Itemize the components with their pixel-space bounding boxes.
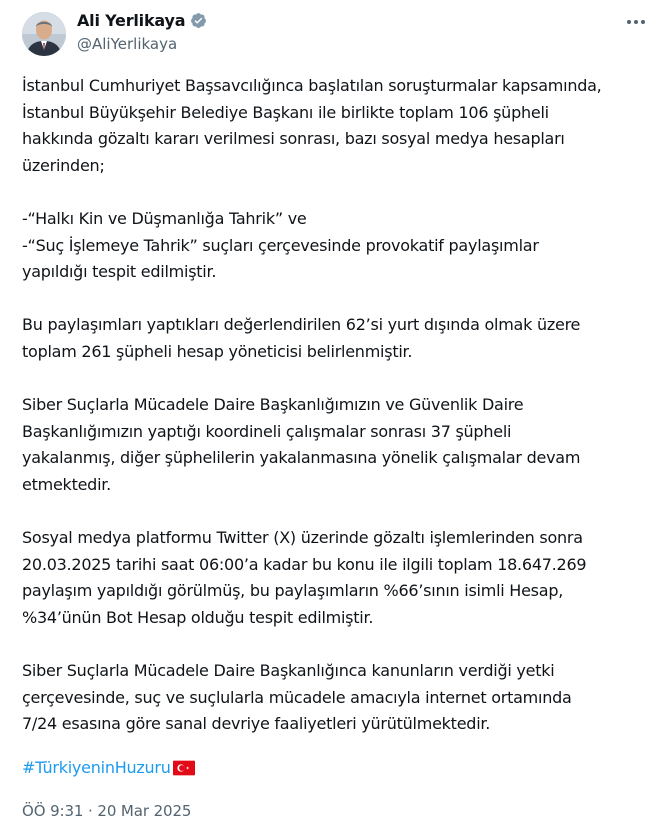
turkey-flag-icon <box>173 760 195 776</box>
tweet-line: Bu paylaşımları yaptıkları değerlendirilen 62’si yurt dışında olmak üzere <box>22 315 581 335</box>
tweet-line: Siber Suçlarla Mücadele Daire Başkanlığımızın ve Güvenlik Daire <box>22 395 524 415</box>
tweet-line-blank <box>22 286 652 313</box>
tweet-line: %34’ünün Bot Hesap olduğu tespit edilmiştir. <box>22 607 374 627</box>
tweet-line: üzerinden; <box>22 155 105 175</box>
tweet-line: Sosyal medya platformu Twitter (X) üzerinde gözaltı işlemlerinden sonra <box>22 528 583 548</box>
tweet-line: Siber Suçlarla Mücadele Daire Başkanlığınca kanunların verdiği yetki <box>22 661 555 681</box>
profile-photo <box>22 12 66 56</box>
tweet-line-blank <box>22 631 652 658</box>
tweet-line: 7/24 esasına göre sanal devriye faaliyetleri yürütülmektedir. <box>22 714 491 734</box>
tweet-line: hakkında gözaltı kararı verilmesi sonrası, bazı sosyal medya hesapları <box>22 129 565 149</box>
tweet-line: İstanbul Cumhuriyet Başsavcılığınca başlatılan soruşturmalar kapsamında, <box>22 76 602 95</box>
tweet-line: etmektedir. <box>22 474 111 494</box>
tweet-line: toplam 261 şüpheli hesap yöneticisi belirlenmiştir. <box>22 341 413 361</box>
tweet-line: Başkanlığımızın yaptığı koordineli çalışmalar sonrası 37 şüpheli <box>22 421 512 441</box>
tweet-line-blank <box>22 366 652 393</box>
tweet-timestamp[interactable]: ÖÖ 9:31 · 20 Mar 2025 <box>22 802 192 820</box>
tweet-line: İstanbul Büyükşehir Belediye Başkanı ile birlikte toplam 106 şüpheli <box>22 102 549 122</box>
author-name-row <box>77 11 207 30</box>
tweet-line-blank <box>22 499 652 526</box>
hashtag-row <box>22 758 195 777</box>
tweet-line: çerçevesinde, suç ve suçlularla mücadele amacıyla internet ortamında <box>22 687 572 707</box>
tweet-line: -“Suç İşlemeye Tahrik” suçları çerçevesinde provokatif paylaşımlar <box>22 235 539 255</box>
verified-badge-icon <box>190 12 207 29</box>
hashtag-link[interactable]: #TürkiyeninHuzuru <box>22 758 171 777</box>
avatar[interactable] <box>22 12 66 56</box>
tweet-line: -“Halkı Kin ve Düşmanlığa Tahrik” ve <box>22 208 307 228</box>
tweet-line: paylaşım yapıldığı görülmüş, bu paylaşımların %66’sının isimli Hesap, <box>22 581 564 601</box>
author-name[interactable]: Ali Yerlikaya <box>77 11 186 30</box>
tweet-line: yakalanmış, diğer şüphelilerin yakalanmasına yönelik çalışmalar devam <box>22 448 581 468</box>
author-handle[interactable]: @AliYerlikaya <box>77 35 178 53</box>
tweet-line-blank <box>22 179 652 206</box>
tweet-text <box>22 73 652 738</box>
more-options-icon[interactable] <box>624 10 648 34</box>
tweet-header <box>0 0 662 70</box>
tweet-line: 20.03.2025 tarihi saat 06:00’a kadar bu konu ile ilgili toplam 18.647.269 <box>22 554 587 574</box>
tweet-line: yapıldığı tespit edilmiştir. <box>22 262 217 282</box>
